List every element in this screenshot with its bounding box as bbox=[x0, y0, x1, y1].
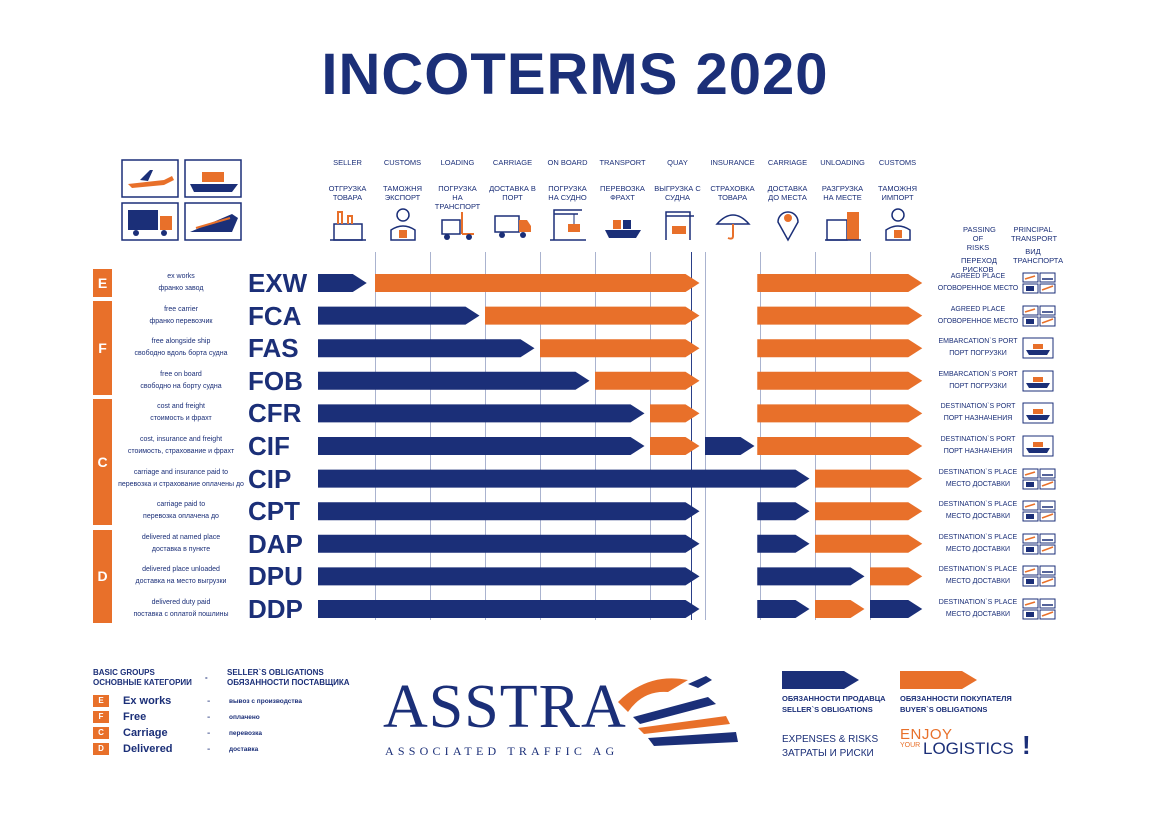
seller-obligation-bar-dpu bbox=[757, 567, 864, 585]
buyer-obligation-bar-fas bbox=[540, 339, 700, 357]
ship-icon bbox=[1022, 337, 1054, 359]
legend-item bbox=[93, 693, 353, 709]
term-description-en: free carrier bbox=[164, 305, 198, 313]
any-mode-icon bbox=[1022, 598, 1056, 620]
place-en: DESTINATION`S PLACE bbox=[938, 501, 1018, 509]
place-ru: МЕСТО ДОСТАВКИ bbox=[945, 611, 1011, 618]
term-description-ru: поставка с оплатой пошлины bbox=[133, 611, 229, 618]
buyer-obligation-bar-fas bbox=[757, 339, 922, 357]
ship-icon bbox=[1022, 435, 1054, 457]
term-description-ru: франко перевозчик bbox=[149, 317, 213, 325]
buyer-obligation-bar-cip bbox=[815, 470, 922, 488]
place-en: EMBARCATION`S PORT bbox=[938, 370, 1018, 378]
buyer-obligation-bar-fob bbox=[757, 372, 922, 390]
stage-label-en: ON BOARD bbox=[547, 158, 588, 167]
stage-label-en: SELLER bbox=[333, 158, 362, 167]
term-description bbox=[112, 304, 250, 328]
seller-obligation-bar-fca bbox=[318, 307, 480, 325]
stage-label-ru: ОТГРУЗКА ТОВАРА bbox=[328, 184, 367, 202]
term-description bbox=[112, 336, 250, 360]
passing-of-risks-place bbox=[934, 499, 1022, 523]
seller-obligation-bar-cpt bbox=[318, 502, 700, 520]
legend-letter-box: D bbox=[93, 743, 109, 755]
stage-label-ru: ДОСТАВКА ДО МЕСТА bbox=[767, 184, 808, 202]
term-description-en: delivered place unloaded bbox=[142, 566, 220, 574]
page-title: INCOTERMS 2020 bbox=[321, 42, 829, 107]
seller-obligation-bar-cif bbox=[318, 437, 645, 455]
passing-of-risks-place bbox=[934, 336, 1022, 360]
term-description-ru: свободно на борту судна bbox=[140, 382, 222, 390]
legend-item-name: Delivered bbox=[123, 743, 173, 755]
place-ru: МЕСТО ДОСТАВКИ bbox=[945, 513, 1011, 521]
stage-label-ru: ПОГРУЗКА НА СУДНО bbox=[548, 184, 587, 202]
any-mode-icon bbox=[1022, 533, 1056, 555]
buyer-obligation-bar-fca bbox=[485, 307, 700, 325]
legend-item-name: Carriage bbox=[123, 727, 168, 739]
term-description-ru: франко завод bbox=[158, 285, 204, 292]
legend-item-desc: вывоз с производства bbox=[229, 697, 303, 705]
passing-of-risks-place bbox=[934, 532, 1022, 556]
seller-obligation-bar-ddp bbox=[757, 600, 809, 618]
term-description-ru: доставка в пункте bbox=[151, 545, 211, 553]
logo-name: ASSTRA bbox=[383, 673, 627, 741]
term-code: DPU bbox=[248, 561, 303, 592]
asstra-logo bbox=[383, 672, 748, 762]
any-mode-icon bbox=[1022, 272, 1056, 294]
group-box-f: F bbox=[93, 301, 112, 395]
term-description bbox=[112, 467, 250, 491]
place-ru: МЕСТО ДОСТАВКИ bbox=[945, 480, 1011, 488]
place-ru: МЕСТО ДОСТАВКИ bbox=[945, 578, 1011, 586]
stage-label-en: CUSTOMS bbox=[878, 158, 917, 167]
term-description bbox=[112, 564, 250, 588]
term-description-en: ex works bbox=[167, 273, 195, 280]
term-description-ru: перевозка и страхование оплачены до bbox=[118, 480, 244, 488]
stage-label-en: QUAY bbox=[667, 158, 688, 167]
term-description-ru: перевозка оплачена до bbox=[143, 513, 219, 521]
passing-of-risks-place bbox=[934, 597, 1022, 621]
legend-item-name: Free bbox=[123, 711, 147, 723]
legend-item-desc: перевозка bbox=[229, 729, 263, 737]
group-box-d: D bbox=[93, 530, 112, 624]
stage-label-ru: СТРАХОВКА ТОВАРА bbox=[710, 184, 755, 202]
term-code: DDP bbox=[248, 594, 303, 624]
stage-label-ru: ПОГРУЗКА НА ТРАНСПОРТ bbox=[434, 184, 481, 211]
buyer-obligations-arrow bbox=[900, 671, 978, 689]
stage-label-ru: ДОСТАВКА В ПОРТ bbox=[489, 184, 536, 202]
buyer-obligation-bar-cfr bbox=[650, 404, 700, 422]
term-description-en: cost, insurance and freight bbox=[139, 436, 223, 443]
group-box-e: E bbox=[93, 269, 112, 298]
seller-obligation-bar-cif bbox=[705, 437, 755, 455]
seller-obligations-arrow bbox=[782, 671, 860, 689]
term-description-en: delivered duty paid bbox=[151, 599, 211, 606]
term-code: EXW bbox=[248, 268, 308, 298]
term-description-en: free on board bbox=[160, 370, 202, 378]
place-en: DESTINATION`S PLACE bbox=[938, 468, 1018, 476]
term-code: CIF bbox=[248, 431, 290, 461]
buyer-obligation-bar-dap bbox=[815, 535, 922, 553]
place-en: DESTINATION`S PLACE bbox=[938, 599, 1018, 606]
stage-label-ru: ТАМОЖНЯ ИМПОРТ bbox=[877, 184, 917, 202]
legend-item-desc: доставка bbox=[229, 745, 259, 753]
term-description-en: carriage paid to bbox=[156, 501, 206, 509]
place-ru: ОГОВОРЕННОЕ МЕСТО bbox=[937, 285, 1019, 292]
seller-obligation-bar-ddp bbox=[870, 600, 922, 618]
buyer-obligation-bar-cpt bbox=[815, 502, 922, 520]
term-description-en: delivered at named place bbox=[141, 533, 221, 541]
term-code: DAP bbox=[248, 528, 303, 559]
term-description-en: free alongside ship bbox=[151, 338, 211, 346]
seller-obligation-bar-dap bbox=[318, 535, 700, 553]
legend-item bbox=[93, 725, 353, 741]
term-description bbox=[112, 369, 250, 393]
legend-letter-box: C bbox=[93, 727, 109, 739]
term-description-en: cost and freight bbox=[157, 403, 205, 411]
term-code: CIP bbox=[248, 463, 292, 494]
buyer-obligation-bar-fob bbox=[595, 372, 700, 390]
seller-obligation-bar-cip bbox=[318, 470, 810, 488]
seller-obligations-label: ОБЯЗАННОСТИ ПРОДАВЦА SELLER`S OBLIGATIONS bbox=[782, 694, 886, 714]
passing-of-risks-place bbox=[934, 304, 1022, 328]
stage-label-ru: ВЫГРУЗКА С СУДНА bbox=[654, 184, 701, 202]
term-description-ru: стоимость, страхование и фрахт bbox=[127, 448, 235, 455]
passing-of-risks-place bbox=[934, 401, 1022, 425]
buyer-obligations-label: ОБЯЗАННОСТИ ПОКУПАТЕЛЯ BUYER`S OBLIGATIONS bbox=[900, 694, 1012, 714]
term-description bbox=[112, 499, 250, 523]
any-mode-icon bbox=[1022, 565, 1056, 587]
stage-label-ru: РАЗГРУЗКА НА МЕСТЕ bbox=[821, 184, 864, 202]
passing-of-risks-place bbox=[934, 564, 1022, 588]
passing-of-risks-place bbox=[934, 434, 1022, 458]
legend-item bbox=[93, 741, 353, 757]
stage-label-en: CARRIAGE bbox=[492, 158, 533, 167]
legend-dash: - bbox=[207, 711, 211, 723]
place-ru: МЕСТО ДОСТАВКИ bbox=[945, 545, 1011, 553]
place-ru: ПОРТ ПОГРУЗКИ bbox=[949, 382, 1007, 390]
legend-letter-box: E bbox=[93, 695, 109, 707]
buyer-obligation-bar-cif bbox=[757, 437, 922, 455]
term-code: FAS bbox=[248, 333, 299, 364]
term-description-ru: свободно вдоль борта судна bbox=[134, 350, 228, 358]
stage-label-en: UNLOADING bbox=[820, 158, 865, 167]
passing-of-risks-place bbox=[934, 271, 1022, 295]
place-en: DESTINATION`S PLACE bbox=[938, 566, 1018, 574]
logo-swoosh-icon bbox=[608, 672, 743, 752]
principal-transport-header: PRINCIPAL TRANSPORT ВИД ТРАНСПОРТА bbox=[1011, 225, 1064, 265]
place-en: DESTINATION`S PORT bbox=[940, 403, 1016, 411]
place-en: AGREED PLACE bbox=[950, 305, 1006, 313]
buyer-obligation-bar-cfr bbox=[757, 404, 922, 422]
group-box-c: C bbox=[93, 399, 112, 525]
any-mode-icon bbox=[1022, 500, 1056, 522]
seller-obligation-bar-cpt bbox=[757, 502, 809, 520]
ship-icon bbox=[1022, 402, 1054, 424]
buyer-obligation-bar-exw bbox=[375, 274, 700, 292]
buyer-obligation-bar-exw bbox=[757, 274, 922, 292]
legend-dash: - bbox=[207, 727, 211, 739]
place-en: EMBARCATION`S PORT bbox=[938, 338, 1018, 346]
seller-obligation-bar-ddp bbox=[318, 600, 700, 618]
place-ru: ПОРТ ПОГРУЗКИ bbox=[949, 350, 1007, 358]
term-description bbox=[112, 401, 250, 425]
term-code: FOB bbox=[248, 365, 303, 396]
term-description bbox=[112, 434, 250, 458]
term-description-ru: доставка на место выгрузки bbox=[135, 578, 227, 586]
stage-label-en: TRANSPORT bbox=[599, 158, 646, 167]
term-description bbox=[112, 532, 250, 556]
buyer-obligation-bar-ddp bbox=[815, 600, 865, 618]
expenses-risks-label: EXPENSES & RISKS ЗАТРАТЫ И РИСКИ bbox=[782, 734, 879, 759]
buyer-obligation-bar-dpu bbox=[870, 567, 922, 585]
legend-item bbox=[93, 709, 353, 725]
term-description-en: carriage and insurance paid to bbox=[133, 468, 229, 476]
place-en: DESTINATION`S PLACE bbox=[938, 533, 1018, 541]
passing-of-risks-place bbox=[934, 369, 1022, 393]
place-en: DESTINATION`S PORT bbox=[940, 436, 1016, 443]
seller-obligation-bar-dpu bbox=[318, 567, 700, 585]
stage-label-en: LOADING bbox=[440, 158, 475, 167]
place-ru: ПОРТ НАЗНАЧЕНИЯ bbox=[943, 415, 1013, 423]
buyer-obligation-bar-fca bbox=[757, 307, 922, 325]
legend-letter-box: F bbox=[93, 711, 109, 723]
seller-obligation-bar-cfr bbox=[318, 404, 645, 422]
basic-groups-legend: BASIC GROUPS ОСНОВНЫЕ КАТЕГОРИИ - SELLER`S OBLIGATIONS ОБЯЗАННОСТИ ПОСТАВЩИКА E Ex works - вывоз с производства F Free - оплачено C Carriage - перевозка D Delivered - доставка bbox=[93, 668, 353, 757]
term-code: FCA bbox=[248, 300, 302, 331]
legend-dash: - bbox=[207, 695, 211, 707]
place-ru: ОГОВОРЕННОЕ МЕСТО bbox=[937, 317, 1019, 325]
any-mode-icon bbox=[1022, 468, 1056, 490]
slogan: ENJOY YOUR LOGISTICS ! bbox=[900, 726, 1031, 760]
legend-item-name: Ex works bbox=[123, 695, 172, 707]
stage-label-ru: ПЕРЕВОЗКА ФРАХТ bbox=[600, 184, 645, 202]
term-description-ru: стоимость и фрахт bbox=[150, 415, 212, 423]
stage-label-en: CUSTOMS bbox=[383, 158, 422, 167]
any-mode-icon bbox=[1022, 305, 1056, 327]
stage-label-en: INSURANCE bbox=[710, 158, 755, 167]
ship-icon bbox=[1022, 370, 1054, 392]
logo-tagline: ASSOCIATED TRAFFIC AG bbox=[385, 744, 619, 758]
place-en: AGREED PLACE bbox=[950, 273, 1006, 280]
seller-obligation-bar-fas bbox=[318, 339, 535, 357]
legend-dash: - bbox=[207, 743, 211, 755]
stage-label-ru: ТАМОЖНЯ ЭКСПОРТ bbox=[382, 184, 422, 202]
seller-obligation-bar-fob bbox=[318, 372, 590, 390]
term-code: CFR bbox=[248, 398, 302, 429]
term-description bbox=[112, 597, 250, 621]
seller-obligation-bar-exw bbox=[318, 274, 367, 292]
term-code: CPT bbox=[248, 496, 300, 527]
legend-item-desc: оплачено bbox=[229, 713, 260, 721]
seller-obligation-bar-dap bbox=[757, 535, 809, 553]
buyer-obligation-bar-cif bbox=[650, 437, 700, 455]
passing-risks-header: PASSING OF RISKS ПЕРЕХОД РИСКОВ bbox=[961, 225, 997, 274]
passing-of-risks-place bbox=[934, 467, 1022, 491]
term-description bbox=[112, 271, 250, 295]
place-ru: ПОРТ НАЗНАЧЕНИЯ bbox=[943, 448, 1013, 455]
stage-label-en: CARRIAGE bbox=[767, 158, 808, 167]
